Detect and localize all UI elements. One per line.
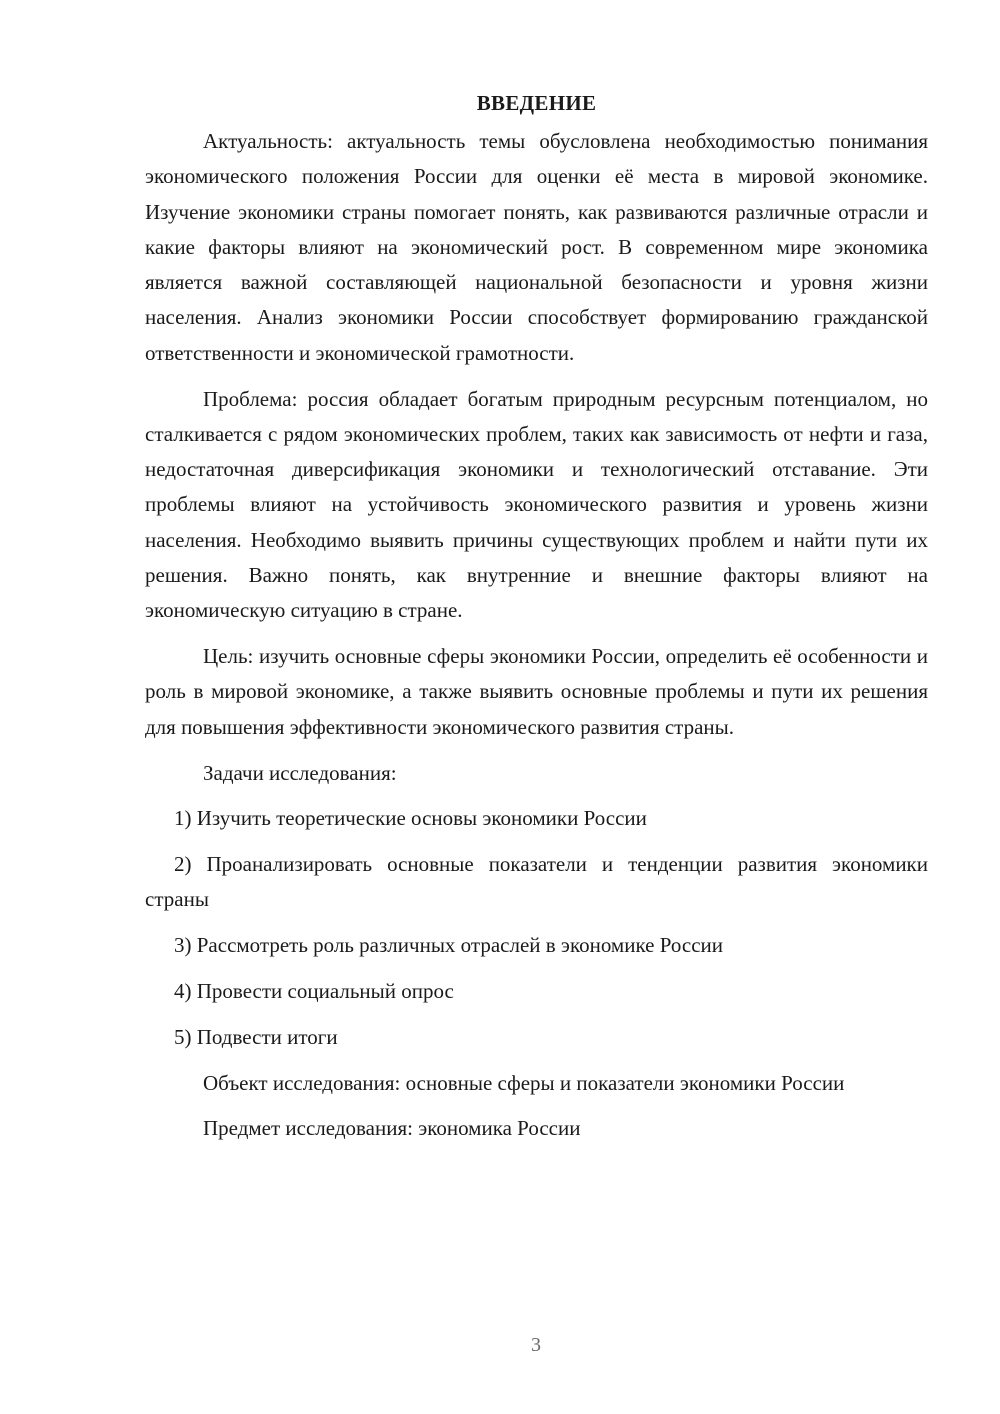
paragraph-goal: Цель: изучить основные сферы экономики России, определить её особенности и роль в мировой экономике, а также выявить основные проблемы и пути их решения для повышения эффективности экономического развития страны. xyxy=(145,644,928,739)
paragraph-tasks-heading: Задачи исследования: xyxy=(203,760,397,785)
page-number: 3 xyxy=(531,1334,541,1356)
paragraph-object: Объект исследования: основные сферы и показатели экономики России xyxy=(203,1070,845,1095)
task-item-2: 2) Проанализировать основные показатели и тенденции развития экономики страны xyxy=(145,852,928,912)
task-item-4: 4) Провести социальный опрос xyxy=(174,979,454,1004)
section-title: ВВЕДЕНИЕ xyxy=(476,91,597,115)
paragraph-subject: Предмет исследования: экономика России xyxy=(203,1116,581,1141)
task-item-3: 3) Рассмотреть роль различных отраслей в экономике России xyxy=(174,933,723,958)
task-item-5: 5) Подвести итоги xyxy=(174,1024,338,1049)
paragraph-problem: Проблема: россия обладает богатым природным ресурсным потенциалом, но сталкивается с рядом экономических проблем, таких как зависимость от нефти и газа, недостаточная диверсификация экономики и технологический отставание. Эти проблемы влияют на устойчивость экономического развития и уровень жизни населения. Необходимо выявить причины существующих проблем и найти пути их решения. Важно понять, как внутренние и внешние факторы влияют на экономическую ситуацию в стране. xyxy=(145,386,928,623)
document-page xyxy=(145,88,928,1157)
paragraph-relevance: Актуальность: актуальность темы обусловлена необходимостью понимания экономического положения России для оценки её места в мировой экономике. Изучение экономики страны помогает понять, как развиваются различные отрасли и какие факторы влияют на экономический рост. В современном мире экономика является важной составляющей национальной безопасности и уровня жизни населения. Анализ экономики России способствует формированию гражданской ответственности и экономической грамотности. xyxy=(145,129,928,365)
task-item-1: 1) Изучить теоретические основы экономики России xyxy=(174,806,647,831)
